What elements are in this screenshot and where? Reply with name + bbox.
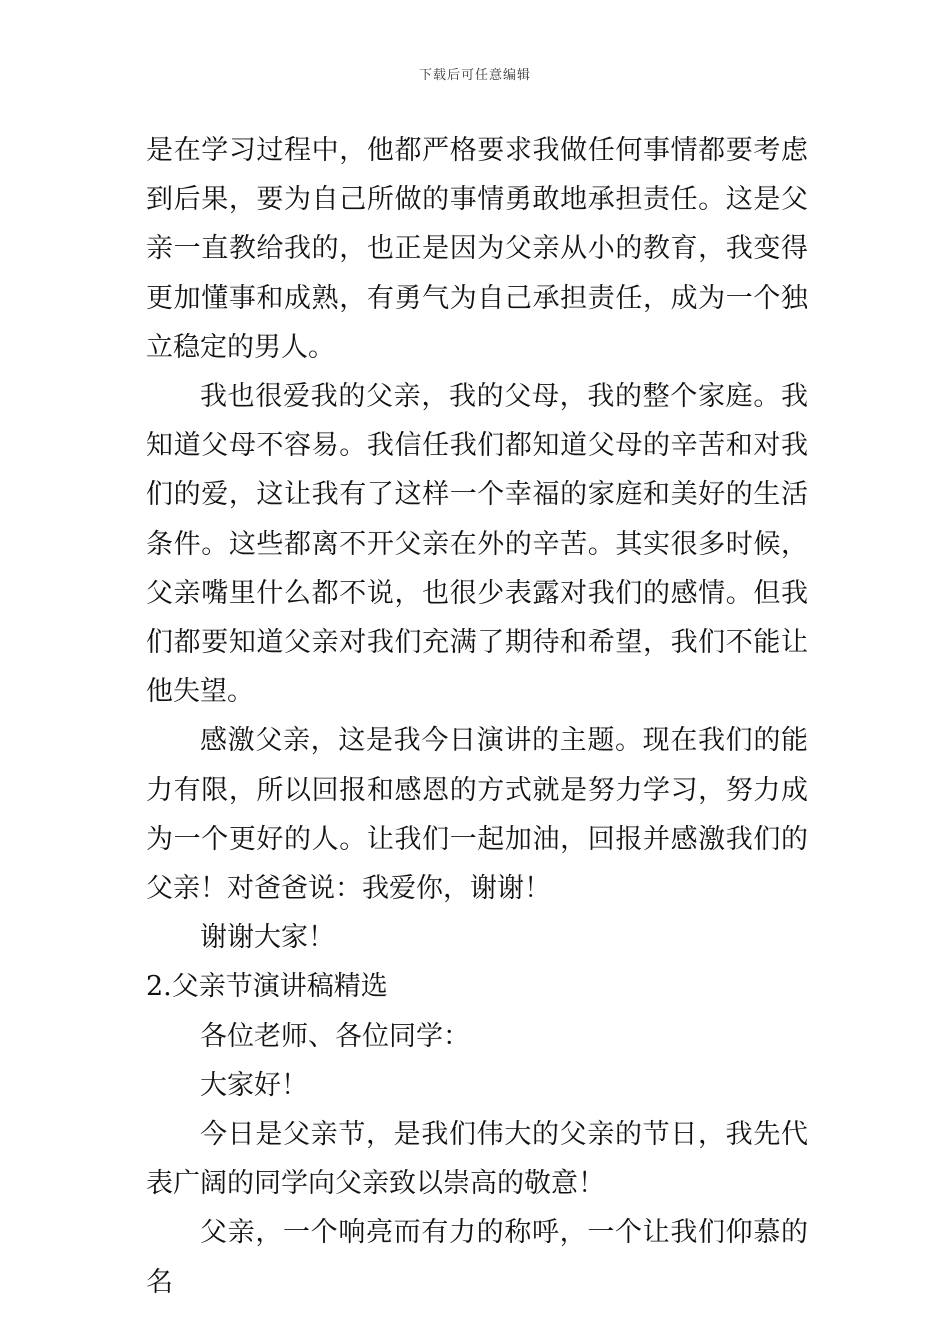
paragraph-3: 感激父亲，这是我今日演讲的主题。现在我们的能力有限，所以回报和感恩的方式就是努力学习，努力成为一个更好的人。让我们一起加油，回报并感激我们的父亲！对爸爸说：我爱你，谢谢！: [146, 725, 808, 905]
paragraph-6: 父亲，一个响亮而有力的称呼，一个让我们仰慕的名: [146, 1217, 808, 1298]
paragraph-hello: 大家好！: [200, 1069, 308, 1101]
section-heading: 2.父亲节演讲稿精选: [146, 971, 388, 1003]
paragraph-4: 谢谢大家！: [200, 922, 335, 954]
paragraph-greeting: 各位老师、各位同学：: [200, 1020, 470, 1052]
document-body: [146, 126, 808, 1307]
paragraph-2: 我也很爱我的父亲，我的父母，我的整个家庭。我知道父母不容易。我信任我们都知道父母的辛苦和对我们的爱，这让我有了这样一个幸福的家庭和美好的生活条件。这些都离不开父亲在外的辛苦。其实很多时候，父亲嘴里什么都不说，也很少表露对我们的感情。但我们都要知道父亲对我们充满了期待和希望，我们不能让他失望。: [146, 381, 808, 708]
paragraph-5: 今日是父亲节，是我们伟大的父亲的节日，我先代表广阔的同学向父亲致以崇高的敬意！: [146, 1119, 808, 1200]
page-header: 下载后可任意编辑: [418, 68, 531, 83]
paragraph-1: 是在学习过程中，他都严格要求我做任何事情都要考虑到后果，要为自己所做的事情勇敢地承担责任。这是父亲一直教给我的，也正是因为父亲从小的教育，我变得更加懂事和成熟，有勇气为自己承担责任，成为一个独立稳定的男人。: [146, 135, 808, 363]
